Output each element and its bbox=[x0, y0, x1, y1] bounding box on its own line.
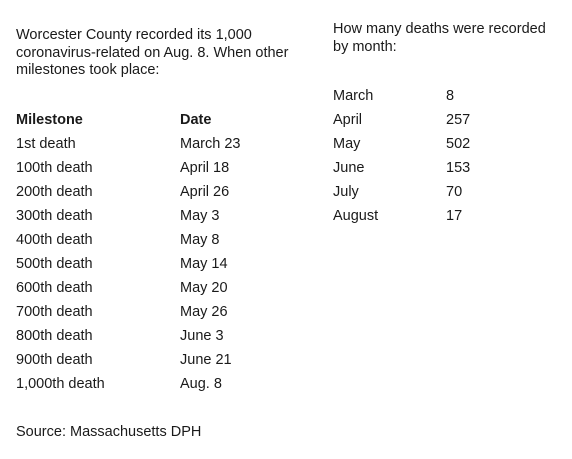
date-cell: March 23 bbox=[180, 135, 241, 152]
table-row bbox=[16, 372, 300, 396]
intro-text: Worcester County recorded its 1,000 coronavirus-related on Aug. 8. When other milestones took place: bbox=[16, 27, 289, 78]
milestone-cell: 700th death bbox=[16, 303, 93, 320]
date-cell: May 26 bbox=[180, 303, 228, 320]
month-cell: May bbox=[333, 135, 361, 152]
table-row bbox=[333, 180, 506, 204]
date-column-header: Date bbox=[180, 111, 212, 128]
table-row bbox=[16, 276, 300, 300]
date-cell: Aug. 8 bbox=[180, 375, 222, 392]
date-cell: April 26 bbox=[180, 183, 230, 200]
date-cell: April 18 bbox=[180, 159, 230, 176]
table-row bbox=[16, 252, 300, 276]
monthly-heading: How many deaths were recorded by month: bbox=[333, 21, 546, 55]
count-cell: 257 bbox=[446, 111, 471, 128]
table-row bbox=[16, 348, 300, 372]
milestone-cell: 200th death bbox=[16, 183, 93, 200]
month-cell: June bbox=[333, 159, 365, 176]
month-cell: March bbox=[333, 87, 374, 104]
month-cell: April bbox=[333, 111, 363, 128]
table-row bbox=[16, 324, 300, 348]
milestone-cell: 800th death bbox=[16, 327, 93, 344]
milestone-cell: 1,000th death bbox=[16, 375, 105, 392]
milestone-cell: 500th death bbox=[16, 255, 93, 272]
date-cell: June 21 bbox=[180, 351, 232, 368]
table-row bbox=[16, 156, 300, 180]
milestone-cell: 900th death bbox=[16, 351, 93, 368]
table-row bbox=[333, 84, 506, 108]
source-note: Source: Massachusetts DPH bbox=[16, 424, 202, 440]
milestone-cell: 300th death bbox=[16, 207, 93, 224]
table-row bbox=[16, 132, 300, 156]
date-cell: May 14 bbox=[180, 255, 228, 272]
table-row bbox=[333, 108, 506, 132]
table-row bbox=[333, 204, 506, 228]
date-cell: May 8 bbox=[180, 231, 220, 248]
date-cell: May 20 bbox=[180, 279, 228, 296]
table-row bbox=[16, 180, 300, 204]
date-cell: May 3 bbox=[180, 207, 220, 224]
milestones-table bbox=[16, 108, 300, 396]
date-cell: June 3 bbox=[180, 327, 224, 344]
count-cell: 502 bbox=[446, 135, 471, 152]
table-row bbox=[333, 132, 506, 156]
milestone-cell: 400th death bbox=[16, 231, 93, 248]
table-row bbox=[16, 300, 300, 324]
milestone-cell: 1st death bbox=[16, 135, 76, 152]
table-row bbox=[16, 204, 300, 228]
count-cell: 153 bbox=[446, 159, 471, 176]
table-row bbox=[16, 228, 300, 252]
milestones-header-row bbox=[16, 108, 300, 132]
count-cell: 17 bbox=[446, 207, 463, 224]
milestone-cell: 100th death bbox=[16, 159, 93, 176]
count-cell: 70 bbox=[446, 183, 463, 200]
table-row bbox=[333, 156, 506, 180]
monthly-deaths-table bbox=[333, 84, 506, 228]
month-cell: July bbox=[333, 183, 359, 200]
count-cell: 8 bbox=[446, 87, 455, 104]
month-cell: August bbox=[333, 207, 379, 224]
milestone-cell: 600th death bbox=[16, 279, 93, 296]
milestone-column-header: Milestone bbox=[16, 111, 83, 128]
